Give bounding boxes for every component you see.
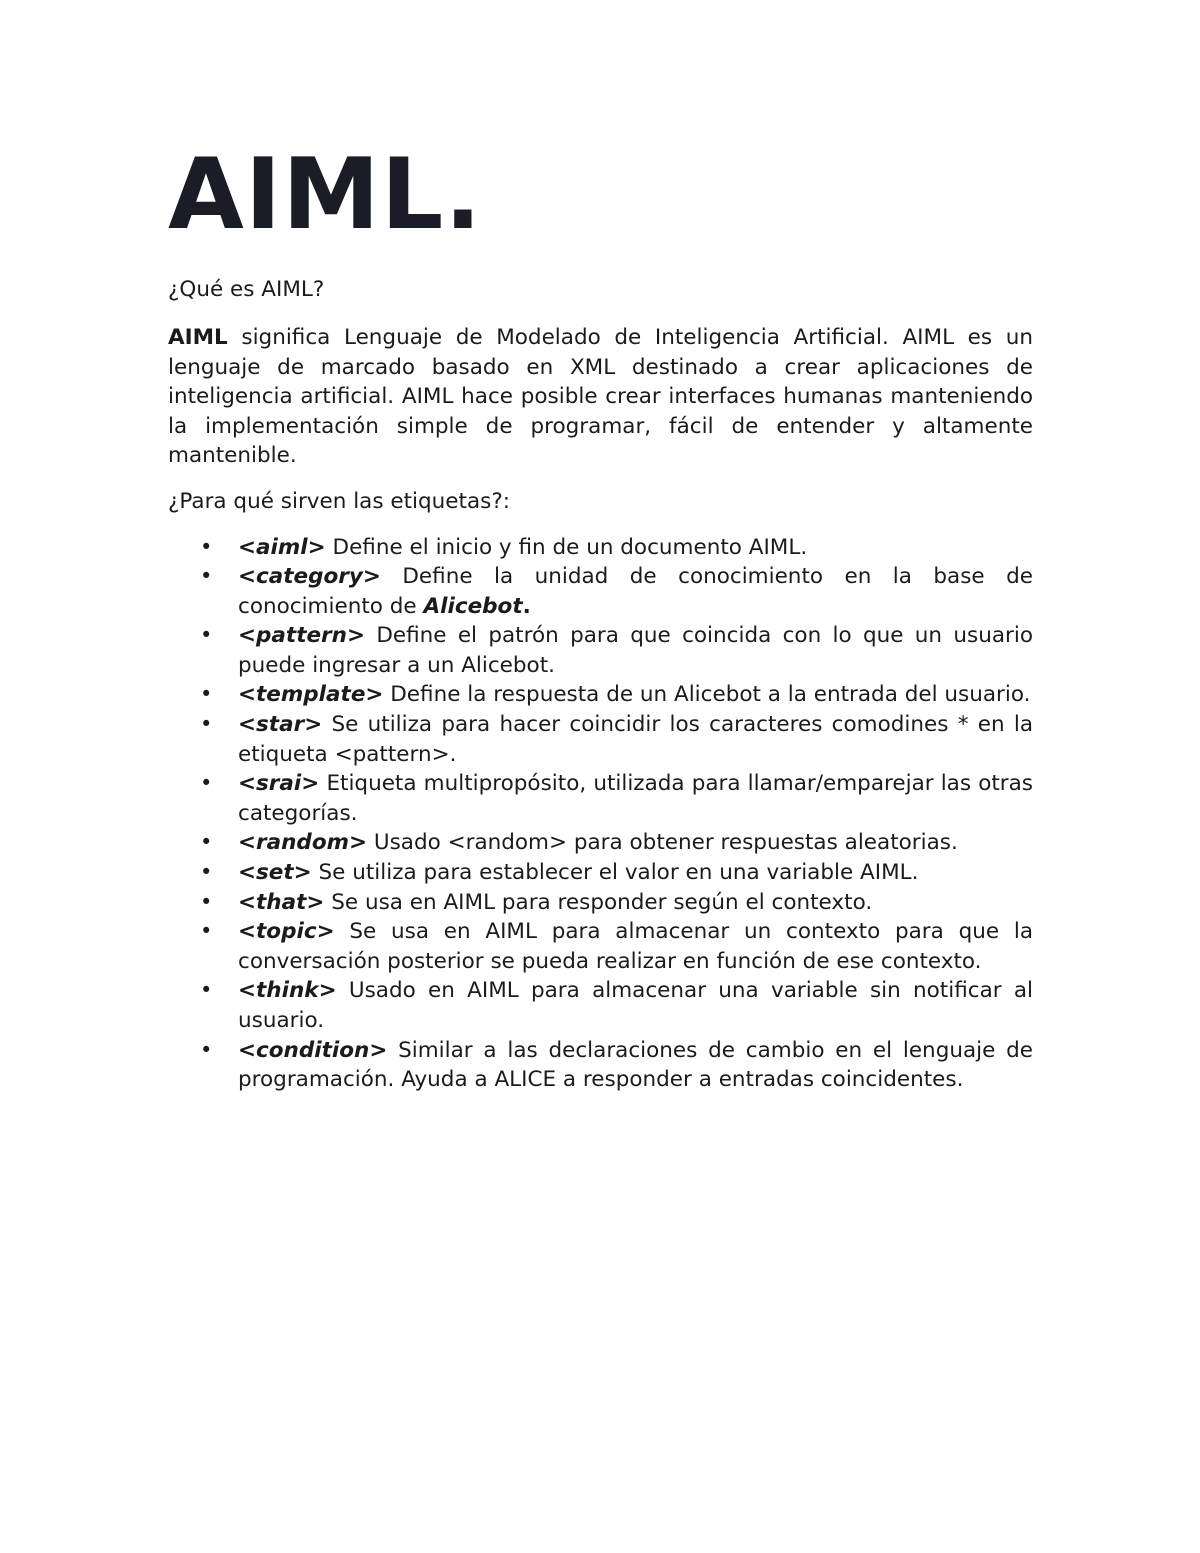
bullet-icon: • [200,712,213,737]
list-item [168,621,1033,680]
intro-lead-bold: AIML [168,325,228,350]
bullet-icon: • [200,860,213,885]
tag-name: <star> [238,712,323,738]
list-item [168,562,1033,621]
bullet-icon: • [200,564,213,589]
list-item [168,710,1033,769]
tag-name: <that> [238,889,325,915]
tag-description: Etiqueta multipropósito, utilizada para llamar/emparejar las otras categorías. [238,771,1033,826]
intro-text: significa Lenguaje de Modelado de Inteligencia Artificial. AIML es un lenguaje de marcado basado en XML destinado a crear aplicaciones de inteligencia artificial. AIML hace posible crear interfaces humanas manteniendo la implementación simple de programar, fácil de entender y altamente mantenible. [168,325,1033,468]
bullet-icon: • [200,889,213,914]
tag-name: <topic> [238,919,335,945]
tag-name: <set> [238,860,312,886]
bullet-icon: • [200,534,213,559]
tag-description: Similar a las declaraciones de cambio en el lenguaje de programación. Ayuda a ALICE a responder a entradas coincidentes. [238,1037,1033,1093]
bullet-icon: • [200,919,213,944]
tag-emphasis: Alicebot [423,593,523,619]
tag-name: <random> [238,830,368,856]
list-item [168,976,1033,1035]
tag-description: Se usa en AIML para almacenar un contexto para que la conversación posterior se pueda realizar en función de ese contexto. [238,919,1033,974]
tag-list [168,533,1033,1095]
bullet-icon: • [200,682,213,707]
tag-name: <category> [238,564,381,590]
tag-description: Define la respuesta de un Alicebot a la entrada del usuario. [383,682,1031,708]
tag-name: <template> [238,682,384,708]
bullet-icon: • [200,771,213,796]
list-item [168,888,1033,918]
tag-description: Usado en AIML para almacenar una variable sin notificar al usuario. [238,978,1033,1033]
tag-description: Se usa en AIML para responder según el contexto. [324,889,873,915]
bullet-icon: • [200,623,213,648]
bullet-icon: • [200,1037,213,1062]
document-page [168,140,1033,1095]
list-item [168,858,1033,888]
list-item [168,1036,1033,1095]
list-item [168,828,1033,858]
tag-name: <pattern> [238,623,365,649]
bullet-icon: • [200,830,213,855]
tag-name: <aiml> [238,534,326,560]
tag-description: Se utiliza para establecer el valor en una variable AIML. [311,860,919,886]
tag-name: <srai> [238,771,320,797]
list-item [168,769,1033,828]
question-tags-purpose: ¿Para qué sirven las etiquetas?: [168,488,510,514]
intro-paragraph [168,323,1033,471]
tag-description: Define la unidad de conocimiento en la base de conocimiento de [238,564,1033,619]
tag-name: <condition> [238,1037,388,1063]
tag-name: <think> [238,978,337,1004]
question-what-is-aiml: ¿Qué es AIML? [168,277,325,302]
tag-description: Define el inicio y fin de un documento AIML. [325,534,808,560]
bullet-icon: • [200,978,213,1003]
list-item [168,533,1033,563]
tag-description: Define el patrón para que coincida con lo que un usuario puede ingresar a un Alicebot. [238,623,1033,678]
tag-description-tail: . [522,593,531,619]
tag-description: Usado <random> para obtener respuestas aleatorias. [367,830,958,856]
list-item [168,917,1033,976]
document-title: AIML. [168,138,483,252]
tag-description: Se utiliza para hacer coincidir los caracteres comodines * en la etiqueta <pattern>. [238,712,1033,767]
list-item [168,680,1033,710]
